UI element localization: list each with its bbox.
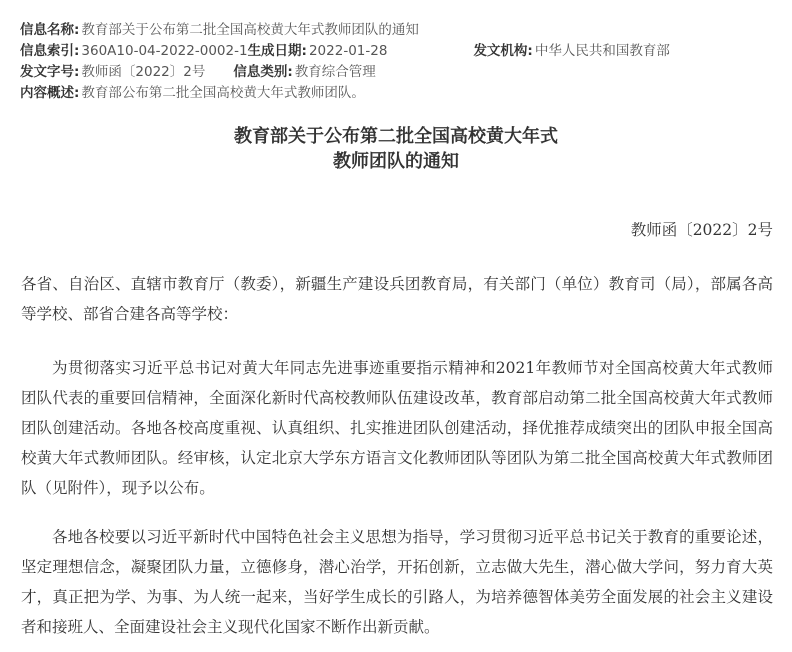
body-paragraph-2: 各地各校要以习近平新时代中国特色社会主义思想为指导，学习贯彻习近平总书记关于教育的重要论述，坚定理想信念，凝聚团队力量，立德修身，潜心治学，开拓创新，立志做大先生，潜心做大学问，努力育大英才，真正把为学、为事、为人统一起来，当好学生成长的引路人，为培养德智体美劳全面发展的社会主义建设者和接班人、全面建设社会主义现代化国家不断作出新贡献。: [21, 528, 773, 636]
meta-issuer-value: 中华人民共和国教育部: [534, 43, 670, 59]
salutation-paragraph: 各省、自治区、直辖市教育厅（教委），新疆生产建设兵团教育局，有关部门（单位）教育司（局），部属各高等学校、部省合建各高等学校：: [21, 275, 773, 323]
document-title-line-2: 教师团队的通知: [333, 151, 459, 172]
document-metadata: [20, 20, 780, 104]
meta-date-label: 生成日期:: [247, 43, 307, 59]
meta-docno-label: 发文字号:: [20, 64, 80, 80]
meta-row-docno: [20, 62, 780, 83]
meta-name-label: 信息名称:: [20, 22, 80, 38]
meta-name-value: 教育部关于公布第二批全国高校黄大年式教师团队的通知: [81, 22, 419, 38]
meta-summary-value: 教育部公布第二批全国高校黄大年式教师团队。: [81, 85, 365, 101]
meta-category-value: 教育综合管理: [294, 64, 376, 80]
meta-date-value: 2022-01-28: [308, 43, 388, 59]
meta-row-name: [20, 20, 780, 41]
meta-row-index: [20, 41, 780, 62]
meta-category-label: 信息类别:: [233, 64, 293, 80]
document-number: 教师函〔2022〕2号: [630, 221, 773, 239]
document-title: [0, 124, 792, 174]
meta-row-summary: [20, 83, 780, 104]
document-title-line-1: 教育部关于公布第二批全国高校黄大年式: [234, 126, 558, 147]
body-paragraph-1: 为贯彻落实习近平总书记对黄大年同志先进事迹重要指示精神和2021年教师节对全国高校黄大年式教师团队代表的重要回信精神，全面深化新时代高校教师队伍建设改革，教育部启动第二批全国高校黄大年式教师团队创建活动。各地各校高度重视、认真组织、扎实推进团队创建活动，择优推荐成绩突出的团队申报全国高校黄大年式教师团队。经审核，认定北京大学东方语言文化教师团队等团队为第二批全国高校黄大年式教师团队（见附件），现予以公布。: [21, 359, 773, 497]
meta-issuer-label: 发文机构:: [473, 43, 533, 59]
meta-summary-label: 内容概述:: [20, 85, 80, 101]
meta-index-label: 信息索引:: [20, 43, 80, 59]
meta-docno-value: 教师函〔2022〕2号: [81, 64, 206, 80]
meta-index-value: 360A10-04-2022-0002-1: [81, 43, 248, 59]
